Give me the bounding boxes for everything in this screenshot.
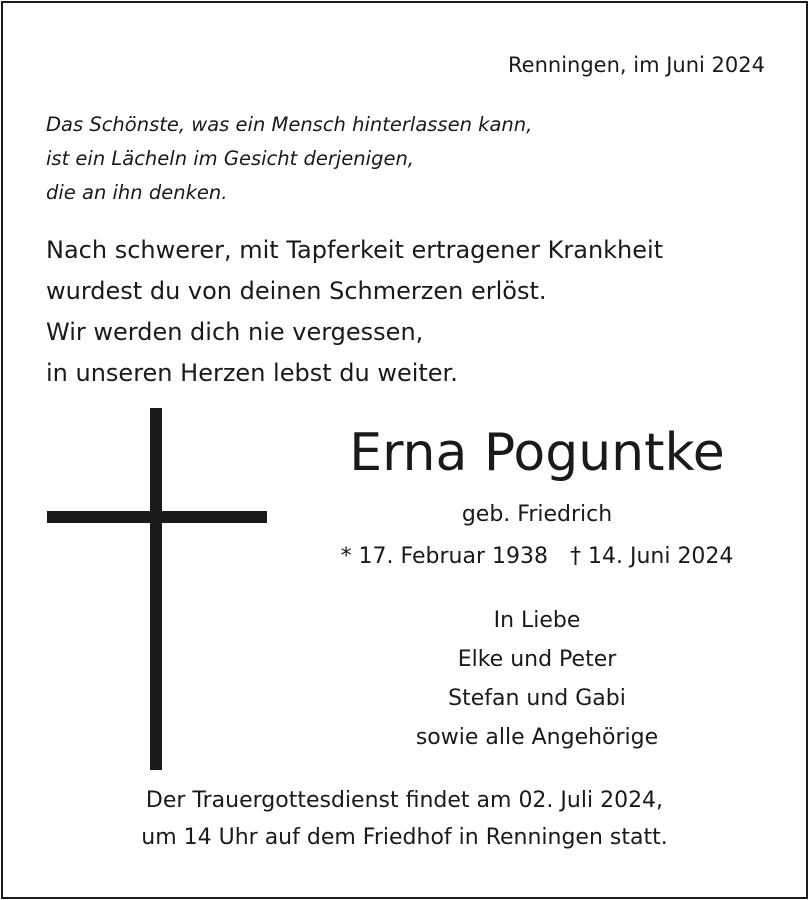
intro-line: wurdest du von deinen Schmerzen erlöst. <box>46 277 547 305</box>
mourners-line: Elke und Peter <box>457 647 617 672</box>
birth-name: geb. Friedrich <box>461 502 613 527</box>
motto-line: ist ein Lächeln im Gesicht derjenigen, <box>46 147 414 170</box>
cross-horizontal-bar <box>47 511 267 523</box>
service-info <box>10 782 799 856</box>
service-line: um 14 Uhr auf dem Friedhof in Renningen statt. <box>141 825 668 850</box>
cross-icon <box>47 408 267 770</box>
birth-date: * 17. Februar 1938 <box>340 544 548 569</box>
intro-line: in unseren Herzen lebst du weiter. <box>46 359 458 387</box>
mourners-line: Stefan und Gabi <box>448 686 626 711</box>
motto-quote <box>46 108 532 210</box>
motto-line: Das Schönste, was ein Mensch hinterlassen kann, <box>46 113 533 136</box>
mourners-line: In Liebe <box>493 608 581 633</box>
motto-line: die an ihn denken. <box>46 181 228 204</box>
intro-text <box>46 230 663 394</box>
intro-line: Wir werden dich nie vergessen, <box>46 318 424 346</box>
mourners-line: sowie alle Angehörige <box>415 725 659 750</box>
deceased-name: Erna Poguntke <box>349 423 725 483</box>
mourners-list <box>290 601 784 757</box>
death-date: † 14. Juni 2024 <box>569 544 734 569</box>
intro-line: Nach schwerer, mit Tapferkeit ertragener Krankheit <box>46 236 664 264</box>
place-date: Renningen, im Juni 2024 <box>508 53 765 77</box>
life-dates <box>290 540 784 574</box>
cross-vertical-bar <box>150 408 162 770</box>
service-line: Der Trauergottesdienst findet am 02. Juli 2024, <box>145 788 664 813</box>
